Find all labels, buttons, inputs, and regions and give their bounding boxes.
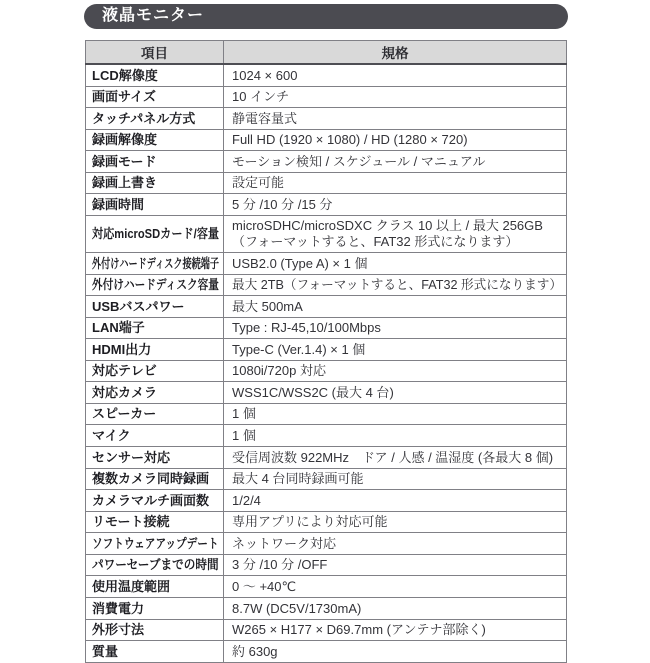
spec-item-name-cell — [86, 108, 224, 130]
spec-value-cell — [224, 151, 567, 173]
table-row — [86, 533, 567, 555]
table-row — [86, 554, 567, 576]
spec-value: 5 分 /10 分 /15 分 — [232, 196, 333, 212]
table-row — [86, 64, 567, 86]
spec-item-name: HDMI出力 — [92, 341, 152, 357]
spec-item-name: 質量 — [92, 643, 119, 659]
spec-value: Type : RJ-45,10/100Mbps — [232, 320, 381, 336]
spec-value: 3 分 /10 分 /OFF — [232, 557, 328, 573]
spec-value-cell — [224, 511, 567, 533]
header-row — [86, 41, 567, 65]
spec-item-name: 使用温度範囲 — [92, 578, 171, 594]
spec-table-body — [86, 64, 567, 662]
spec-value-cell — [224, 554, 567, 576]
spec-item-name-cell — [86, 576, 224, 598]
spec-item-name-cell — [86, 554, 224, 576]
table-row — [86, 468, 567, 490]
spec-value: ネットワーク対応 — [232, 535, 337, 551]
spec-item-name: タッチパネル方式 — [92, 110, 196, 126]
table-row — [86, 86, 567, 108]
table-row — [86, 576, 567, 598]
spec-value-cell — [224, 360, 567, 382]
spec-item-name: 外付けハードディスク接続端子 — [92, 255, 220, 271]
table-row — [86, 360, 567, 382]
spec-value: 最大 4 台同時録画可能 — [232, 471, 364, 487]
spec-value-cell — [224, 129, 567, 151]
spec-value: 1080i/720p 対応 — [232, 363, 326, 379]
table-row — [86, 274, 567, 296]
spec-item-name-cell — [86, 382, 224, 404]
spec-item-name-cell — [86, 511, 224, 533]
spec-value-cell — [224, 86, 567, 108]
spec-value-cell — [224, 490, 567, 512]
table-row — [86, 619, 567, 641]
spec-value: 設定可能 — [232, 175, 285, 191]
spec-item-name: LAN端子 — [92, 320, 145, 336]
spec-item-name: 録画時間 — [92, 196, 145, 212]
spec-value: 8.7W (DC5V/1730mA) — [232, 600, 362, 616]
spec-value: 0 ～ +40℃ — [232, 578, 297, 594]
spec-item-name: 外形寸法 — [92, 622, 145, 638]
spec-value-cell — [224, 194, 567, 216]
table-row — [86, 425, 567, 447]
spec-value: W265 × H177 × D69.7mm (アンテナ部除く) — [232, 622, 486, 638]
spec-value: 1 個 — [232, 406, 256, 422]
spec-item-name: LCD解像度 — [92, 67, 158, 83]
spec-value-cell — [224, 317, 567, 339]
spec-value: 1/2/4 — [232, 492, 261, 508]
table-row — [86, 339, 567, 361]
spec-item-name-cell — [86, 296, 224, 318]
spec-item-name: 外付けハードディスク容量 — [92, 277, 219, 293]
spec-value: USB2.0 (Type A) × 1 個 — [232, 255, 368, 271]
spec-value-cell — [224, 339, 567, 361]
spec-item-name-cell — [86, 619, 224, 641]
table-row — [86, 403, 567, 425]
spec-item-name-cell — [86, 425, 224, 447]
spec-value: 約 630g — [232, 643, 278, 659]
spec-value-cell — [224, 619, 567, 641]
table-row — [86, 129, 567, 151]
column-header-spec: 規格 — [224, 41, 567, 65]
spec-value: Full HD (1920 × 1080) / HD (1280 × 720) — [232, 132, 468, 148]
spec-value-cell — [224, 215, 567, 252]
spec-item-name: カメラマルチ画面数 — [92, 492, 210, 508]
table-row — [86, 597, 567, 619]
spec-value: モーション検知 / スケジュール / マニュアル — [232, 153, 486, 169]
table-row — [86, 215, 567, 252]
spec-item-name-cell — [86, 403, 224, 425]
section-title: 液晶モニター — [102, 6, 205, 24]
spec-item-name-cell — [86, 194, 224, 216]
spec-item-name-cell — [86, 274, 224, 296]
table-row — [86, 194, 567, 216]
spec-value: 受信周波数 922MHz ドア / 人感 / 温湿度 (各最大 8 個) — [232, 449, 554, 465]
spec-item-name: 録画上書き — [92, 175, 158, 191]
spec-value: 最大 500mA — [232, 298, 303, 314]
spec-item-name: 消費電力 — [92, 600, 145, 616]
spec-item-name-cell — [86, 215, 224, 252]
table-row — [86, 317, 567, 339]
table-row — [86, 382, 567, 404]
spec-value-cell — [224, 425, 567, 447]
spec-item-name-cell — [86, 533, 224, 555]
spec-item-name: 録画モード — [92, 153, 157, 169]
table-row — [86, 151, 567, 173]
spec-value-cell — [224, 403, 567, 425]
column-header-item: 項目 — [86, 41, 224, 65]
spec-value-cell — [224, 597, 567, 619]
spec-value: 専用アプリにより対応可能 — [232, 514, 388, 530]
table-row — [86, 172, 567, 194]
spec-item-name: スピーカー — [92, 406, 157, 422]
spec-item-name-cell — [86, 468, 224, 490]
spec-value-cell — [224, 641, 567, 663]
spec-item-name-cell — [86, 172, 224, 194]
spec-item-name-cell — [86, 597, 224, 619]
spec-value: Type-C (Ver.1.4) × 1 個 — [232, 341, 366, 357]
table-row — [86, 641, 567, 663]
spec-value-cell — [224, 533, 567, 555]
spec-item-name: 対応テレビ — [92, 363, 157, 379]
spec-item-name: センサー対応 — [92, 449, 171, 465]
spec-item-name: 対応カメラ — [92, 384, 158, 400]
spec-value-cell — [224, 296, 567, 318]
spec-item-name-cell — [86, 447, 224, 469]
spec-item-name-cell — [86, 360, 224, 382]
spec-value-cell — [224, 382, 567, 404]
spec-item-name-cell — [86, 641, 224, 663]
spec-value: 10 インチ — [232, 89, 290, 105]
spec-item-name: ソフトウェアアップデート — [92, 535, 219, 551]
spec-item-name: USBバスパワー — [92, 298, 185, 314]
spec-item-name-cell — [86, 86, 224, 108]
table-row — [86, 490, 567, 512]
section-title-bar — [84, 4, 568, 29]
spec-value: microSDHC/microSDXC クラス 10 以上 / 最大 256GB（フォーマットすると、FAT32 形式になります） — [232, 217, 543, 249]
spec-value: 最大 2TB（フォーマットすると、FAT32 形式になります） — [232, 277, 562, 293]
spec-item-name-cell — [86, 252, 224, 274]
spec-item-name: マイク — [92, 428, 131, 443]
spec-value-cell — [224, 468, 567, 490]
spec-table — [85, 40, 567, 663]
spec-value: 1024 × 600 — [232, 67, 298, 83]
spec-value-cell — [224, 274, 567, 296]
spec-item-name-cell — [86, 64, 224, 86]
spec-item-name-cell — [86, 490, 224, 512]
table-row — [86, 296, 567, 318]
spec-item-name-cell — [86, 151, 224, 173]
spec-item-name-cell — [86, 129, 224, 151]
spec-item-name: 複数カメラ同時録画 — [92, 471, 210, 487]
table-row — [86, 252, 567, 274]
spec-table-header — [86, 41, 567, 65]
spec-item-name-cell — [86, 339, 224, 361]
spec-value-cell — [224, 172, 567, 194]
table-row — [86, 511, 567, 533]
spec-value-cell — [224, 252, 567, 274]
spec-value-cell — [224, 447, 567, 469]
spec-item-name: パワーセーブまでの時間 — [92, 557, 219, 573]
spec-value-cell — [224, 576, 567, 598]
spec-value-cell — [224, 64, 567, 86]
spec-item-name: 画面サイズ — [92, 89, 156, 105]
spec-item-name: 対応microSDカード/容量 — [92, 226, 220, 242]
table-row — [86, 447, 567, 469]
spec-value: 1 個 — [232, 428, 256, 443]
spec-item-name: リモート接続 — [92, 514, 170, 530]
table-row — [86, 108, 567, 130]
spec-item-name-cell — [86, 317, 224, 339]
spec-value: WSS1C/WSS2C (最大 4 台) — [232, 384, 394, 400]
spec-value-cell — [224, 108, 567, 130]
spec-item-name: 録画解像度 — [92, 132, 158, 148]
spec-value: 静電容量式 — [232, 110, 298, 126]
